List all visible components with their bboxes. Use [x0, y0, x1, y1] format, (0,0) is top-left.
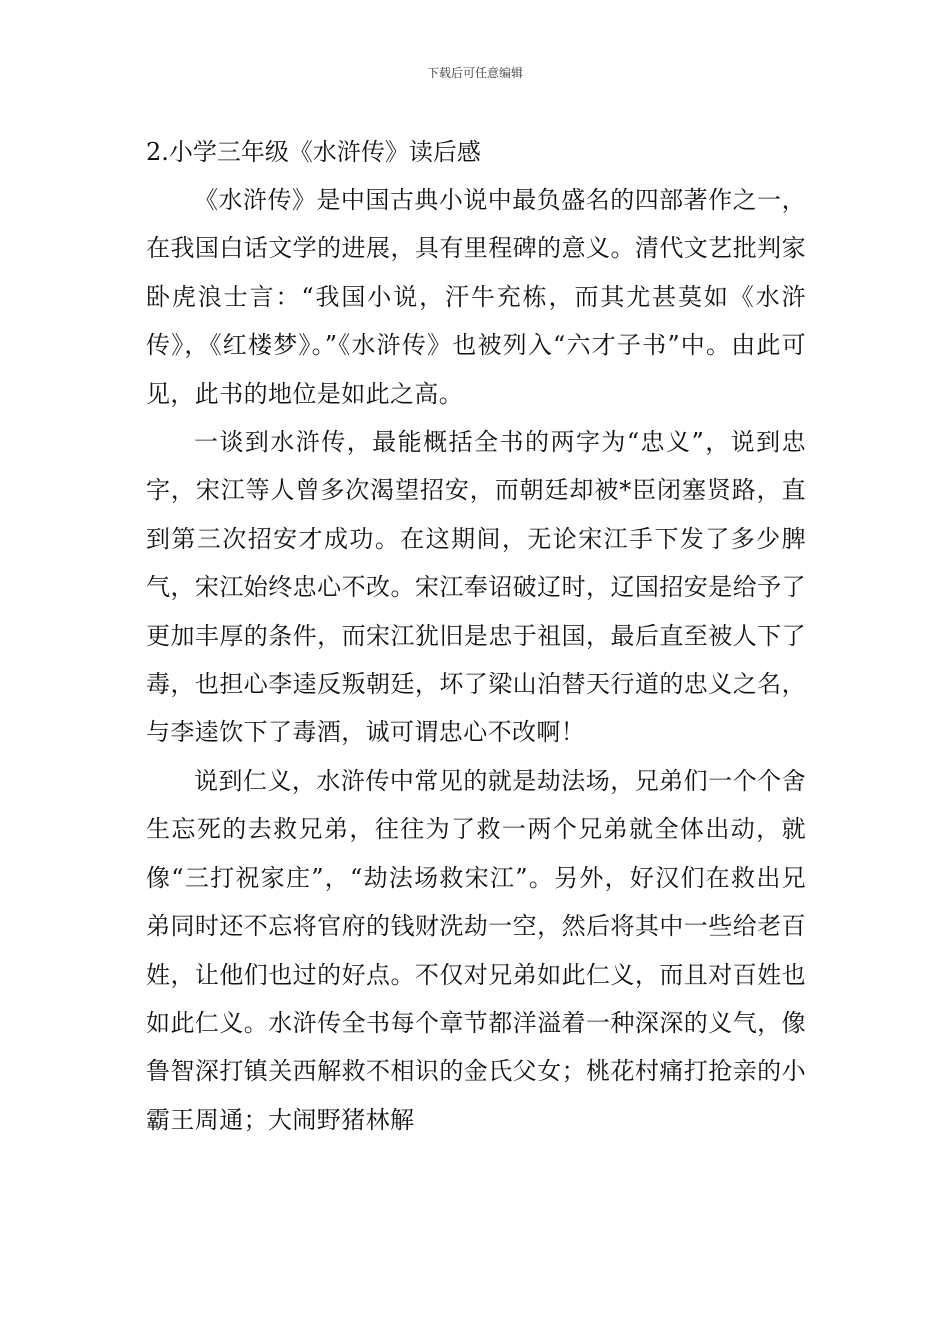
document-body	[146, 128, 806, 1144]
paragraph-loyalty: 一谈到水浒传，最能概括全书的两字为“忠义”，说到忠字，宋江等人曾多次渴望招安，而朝廷却被*臣闭塞贤路，直到第三次招安才成功。在这期间，无论宋江手下发了多少脾气，宋江始终忠心不改。宋江奉诏破辽时，辽国招安是给予了更加丰厚的条件，而宋江犹旧是忠于祖国，最后直至被人下了毒，也担心李逵反叛朝廷，坏了梁山泊替天行道的忠义之名，与李逵饮下了毒酒，诚可谓忠心不改啊！	[146, 428, 806, 747]
document-title: 2.小学三年级《水浒传》读后感	[146, 138, 481, 166]
page-header-note: 下载后可任意编辑	[426, 66, 523, 80]
paragraph-benevolence: 说到仁义，水浒传中常见的就是劫法场，兄弟们一个个舍生忘死的去救兄弟，往往为了救一两个兄弟就全体出动，就像“三打祝家庄”，“劫法场救宋江”。另外，好汉们在救出兄弟同时还不忘将官府的钱财洗劫一空，然后将其中一些给老百姓，让他们也过的好点。不仅对兄弟如此仁义，而且对百姓也如此仁义。水浒传全书每个章节都洋溢着一种深深的义气，像鲁智深打镇关西解救不相识的金氏父女；桃花村痛打抢亲的小霸王周通；大闹野猪林解	[146, 766, 806, 1134]
paragraph-intro: 《水浒传》是中国古典小说中最负盛名的四部著作之一，在我国白话文学的进展，具有里程碑的意义。清代文艺批判家卧虎浪士言：“我国小说，汗牛充栋，而其尤甚莫如《水浒传》，《红楼梦》。”《水浒传》也被列入“六才子书”中。由此可见，此书的地位是如此之高。	[146, 186, 806, 408]
